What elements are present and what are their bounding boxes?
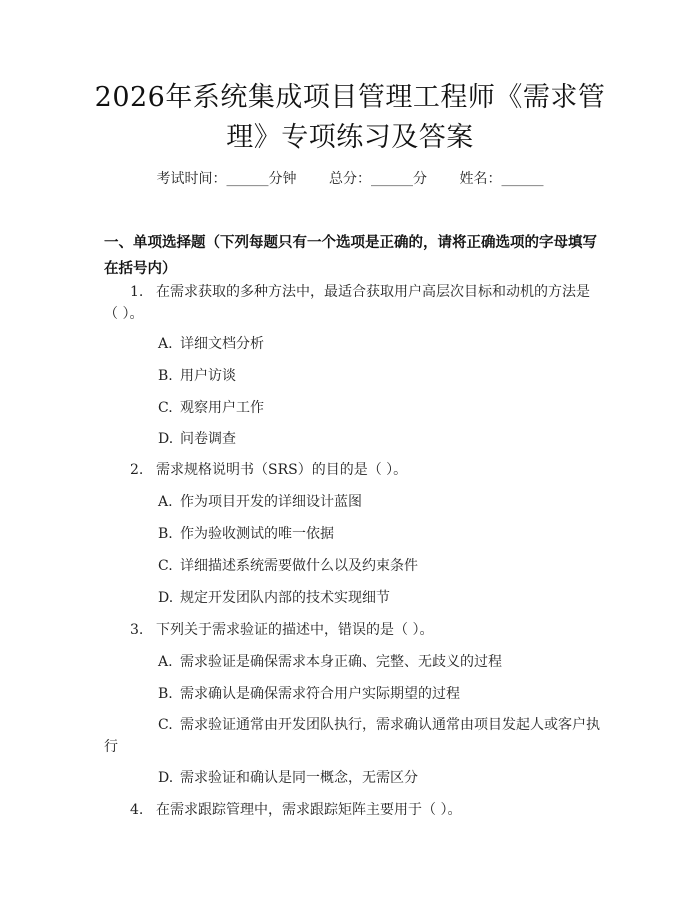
question-1-option-a — [158, 334, 264, 354]
question-number: 3. — [130, 622, 144, 638]
exam-meta — [0, 168, 700, 188]
question-3-stem — [130, 620, 433, 640]
question-2-option-d — [158, 588, 390, 608]
question-text: 在需求获取的多种方法中，最适合获取用户高层次目标和动机的方法是 — [156, 284, 590, 300]
question-3-option-b — [158, 684, 460, 704]
section-heading: 一、单项选择题（下列每题只有一个选项是正确的，请将正确选项的字母填写在括号内） — [104, 234, 597, 277]
option-text: 观察用户工作 — [180, 400, 264, 416]
title-line-1: 2026年系统集成项目管理工程师《需求管 — [94, 82, 606, 113]
question-3-option-c — [158, 715, 600, 735]
option-text: 需求验证是确保需求本身正确、完整、无歧义的过程 — [180, 654, 502, 670]
option-text: 详细描述系统需要做什么以及约束条件 — [180, 558, 418, 574]
option-letter: A. — [158, 336, 173, 352]
option-text: 需求验证通常由开发团队执行，需求确认通常由项目发起人或客户执 — [180, 717, 600, 733]
question-1-option-b — [158, 366, 236, 386]
question-3-option-a — [158, 652, 502, 672]
option-letter: B. — [158, 368, 173, 384]
option-letter: C. — [158, 558, 173, 574]
question-2-option-b — [158, 524, 334, 544]
exam-time: 考试时间：______分钟 — [156, 171, 297, 187]
option-letter: A. — [158, 654, 173, 670]
question-1-stem-cont: （ ）。 — [104, 306, 144, 322]
question-number: 1. — [130, 284, 144, 300]
question-1-stem — [130, 282, 590, 302]
option-letter: A. — [158, 494, 173, 510]
question-3-option-c-cont: 行 — [104, 739, 118, 755]
question-text: 需求规格说明书（SRS）的目的是（ ）。 — [156, 462, 408, 478]
student-name: 姓名：______ — [459, 171, 544, 187]
question-text: 在需求跟踪管理中，需求跟踪矩阵主要用于（ ）。 — [156, 802, 462, 818]
option-text: 需求验证和确认是同一概念，无需区分 — [180, 770, 418, 786]
option-text: 用户访谈 — [180, 368, 236, 384]
option-text: 问卷调查 — [180, 431, 236, 447]
option-text: 作为项目开发的详细设计蓝图 — [180, 494, 362, 510]
question-number: 4. — [130, 802, 144, 818]
option-letter: C. — [158, 717, 173, 733]
option-letter: D. — [158, 431, 174, 447]
option-letter: C. — [158, 400, 173, 416]
option-letter: D. — [158, 590, 174, 606]
option-text: 需求确认是确保需求符合用户实际期望的过程 — [180, 686, 460, 702]
option-letter: B. — [158, 526, 173, 542]
question-1-option-d — [158, 429, 236, 449]
document-title — [60, 78, 640, 158]
question-3-option-d — [158, 768, 418, 788]
question-2-option-a — [158, 492, 362, 512]
question-number: 2. — [130, 462, 144, 478]
option-letter: B. — [158, 686, 173, 702]
option-text: 规定开发团队内部的技术实现细节 — [180, 590, 390, 606]
question-1-option-c — [158, 398, 264, 418]
total-score: 总分：______分 — [329, 171, 427, 187]
title-line-2: 理》专项练习及答案 — [226, 122, 474, 153]
option-text: 详细文档分析 — [180, 336, 264, 352]
option-text: 作为验收测试的唯一依据 — [180, 526, 334, 542]
option-letter: D. — [158, 770, 174, 786]
question-2-stem — [130, 460, 407, 480]
question-4-stem — [130, 800, 461, 820]
question-text: 下列关于需求验证的描述中，错误的是（ ）。 — [156, 622, 434, 638]
question-2-option-c — [158, 556, 418, 576]
